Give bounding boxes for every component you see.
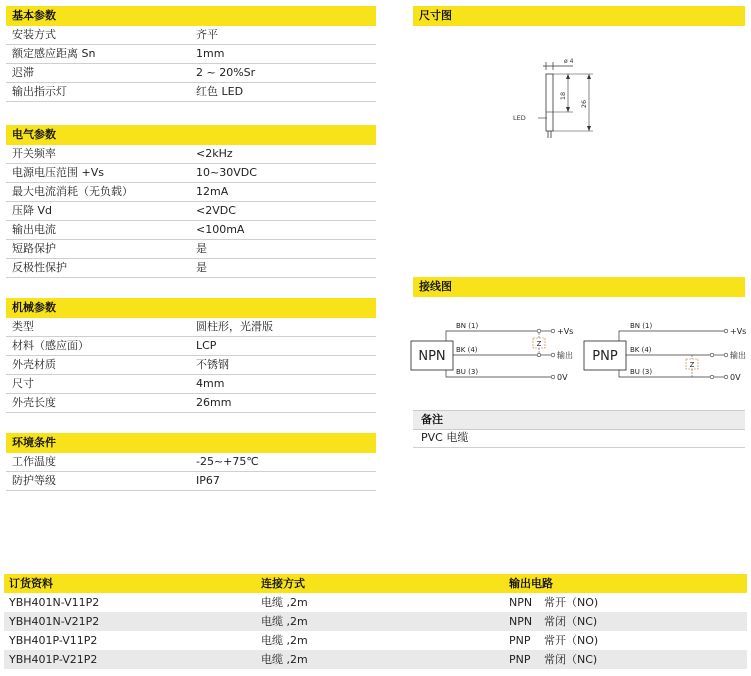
param-value: 不锈钢 bbox=[196, 358, 229, 371]
order-connection: 电缆 ,2m bbox=[261, 634, 308, 647]
table-row bbox=[6, 259, 376, 278]
table-row bbox=[4, 612, 747, 631]
param-label: 迟滞 bbox=[12, 66, 34, 79]
param-value: -25~+75℃ bbox=[196, 455, 259, 468]
param-label: 输出电流 bbox=[12, 223, 56, 236]
environment-header: 环境条件 bbox=[6, 433, 376, 453]
order-model: YBH401N-V21P2 bbox=[9, 615, 100, 628]
param-label: 外壳长度 bbox=[12, 396, 56, 409]
order-model: YBH401P-V21P2 bbox=[9, 653, 98, 666]
param-value: 圆柱形，光滑版 bbox=[196, 320, 273, 333]
param-value: 12mA bbox=[196, 185, 229, 198]
table-row bbox=[6, 221, 376, 240]
table-row bbox=[4, 631, 747, 650]
param-label: 类型 bbox=[12, 320, 34, 333]
electrical-params-header: 电气参数 bbox=[6, 125, 376, 145]
wiring-header: 接线图 bbox=[413, 277, 745, 297]
table-row bbox=[6, 337, 376, 356]
npn-vs-label: +Vs bbox=[557, 327, 574, 336]
param-value: LCP bbox=[196, 339, 217, 352]
notes-text: PVC 电缆 bbox=[413, 430, 745, 448]
param-label: 短路保护 bbox=[12, 242, 56, 255]
dimension-drawing bbox=[513, 52, 603, 152]
table-row bbox=[6, 375, 376, 394]
param-value: <2kHz bbox=[196, 147, 233, 160]
param-label: 最大电流消耗（无负载） bbox=[12, 185, 133, 198]
pnp-circuit bbox=[584, 322, 746, 382]
table-row bbox=[6, 394, 376, 413]
order-col-output-header: 输出电路 bbox=[509, 577, 553, 590]
param-label: 输出指示灯 bbox=[12, 85, 67, 98]
table-row bbox=[6, 318, 376, 337]
order-output-type: NPN bbox=[509, 615, 533, 628]
pnp-bk-label: BK (4) bbox=[630, 346, 652, 354]
param-value: 是 bbox=[196, 261, 207, 274]
param-label: 工作温度 bbox=[12, 455, 56, 468]
param-value: 2 ~ 20%Sr bbox=[196, 66, 256, 79]
order-output-mode: 常开（NO) bbox=[544, 634, 599, 647]
order-table-header bbox=[4, 574, 747, 593]
pnp-bn-label: BN (1) bbox=[630, 322, 653, 330]
dimension-header: 尺寸图 bbox=[413, 6, 745, 26]
length-18-label: 18 bbox=[559, 91, 567, 101]
table-row bbox=[6, 83, 376, 102]
table-row bbox=[4, 593, 747, 612]
npn-bk-label: BK (4) bbox=[456, 346, 478, 354]
npn-load-label: Z bbox=[536, 340, 542, 348]
pnp-load-label: Z bbox=[689, 361, 695, 369]
table-row bbox=[4, 650, 747, 669]
npn-circuit bbox=[411, 322, 573, 382]
table-row bbox=[6, 202, 376, 221]
order-output-type: PNP bbox=[509, 634, 531, 647]
mechanical-params-header: 机械参数 bbox=[6, 298, 376, 318]
param-value: 1mm bbox=[196, 47, 225, 60]
param-label: 防护等级 bbox=[12, 474, 56, 487]
param-value: <100mA bbox=[196, 223, 245, 236]
param-value: 是 bbox=[196, 242, 207, 255]
table-row bbox=[6, 26, 376, 45]
param-label: 外壳材质 bbox=[12, 358, 56, 371]
param-label: 安装方式 bbox=[12, 28, 56, 41]
table-row bbox=[6, 64, 376, 83]
order-output-mode: 常闭（NC) bbox=[544, 615, 598, 628]
table-row bbox=[6, 164, 376, 183]
npn-bu-label: BU (3) bbox=[456, 368, 479, 376]
table-row bbox=[6, 45, 376, 64]
pnp-bu-label: BU (3) bbox=[630, 368, 653, 376]
order-col-model-header: 订货资料 bbox=[9, 577, 53, 590]
pnp-vs-label: +Vs bbox=[730, 327, 747, 336]
order-output-mode: 常闭（NC) bbox=[544, 653, 598, 666]
param-label: 开关频率 bbox=[12, 147, 56, 160]
pnp-output-label: 输出 bbox=[730, 351, 746, 360]
param-label: 额定感应距离 Sn bbox=[12, 47, 96, 60]
param-value: 26mm bbox=[196, 396, 232, 409]
order-connection: 电缆 ,2m bbox=[261, 615, 308, 628]
param-label: 压降 Vd bbox=[12, 204, 53, 217]
length-26-label: 26 bbox=[580, 99, 588, 109]
order-model: YBH401P-V11P2 bbox=[9, 634, 98, 647]
order-output-type: PNP bbox=[509, 653, 531, 666]
table-row bbox=[6, 183, 376, 202]
order-model: YBH401N-V11P2 bbox=[9, 596, 100, 609]
order-col-connection-header: 连接方式 bbox=[261, 577, 305, 590]
led-label: LED bbox=[513, 114, 526, 122]
order-connection: 电缆 ,2m bbox=[261, 596, 308, 609]
order-connection: 电缆 ,2m bbox=[261, 653, 308, 666]
wiring-diagram bbox=[408, 314, 751, 384]
order-output-type: NPN bbox=[509, 596, 533, 609]
param-value: 齐平 bbox=[196, 28, 218, 41]
notes-header: 备注 bbox=[413, 410, 745, 430]
table-row bbox=[6, 453, 376, 472]
param-value: <2VDC bbox=[196, 204, 236, 217]
param-value: 10~30VDC bbox=[196, 166, 257, 179]
npn-label: NPN bbox=[418, 349, 446, 364]
param-value: IP67 bbox=[196, 474, 220, 487]
param-label: 材料（感应面） bbox=[12, 339, 89, 352]
table-row bbox=[6, 472, 376, 491]
table-row bbox=[6, 356, 376, 375]
pnp-0v-label: 0V bbox=[730, 373, 741, 382]
npn-output-label: 输出 bbox=[557, 351, 573, 360]
npn-0v-label: 0V bbox=[557, 373, 568, 382]
param-label: 电源电压范围 +Vs bbox=[12, 166, 104, 179]
param-label: 尺寸 bbox=[12, 377, 34, 390]
diameter-label: ø 4 bbox=[564, 58, 574, 65]
table-row bbox=[6, 145, 376, 164]
table-row bbox=[6, 240, 376, 259]
param-value: 4mm bbox=[196, 377, 225, 390]
basic-params-header: 基本参数 bbox=[6, 6, 376, 26]
param-value: 红色 LED bbox=[196, 85, 244, 98]
npn-bn-label: BN (1) bbox=[456, 322, 479, 330]
pnp-label: PNP bbox=[592, 349, 618, 364]
param-label: 反极性保护 bbox=[12, 261, 67, 274]
order-output-mode: 常开（NO) bbox=[544, 596, 599, 609]
